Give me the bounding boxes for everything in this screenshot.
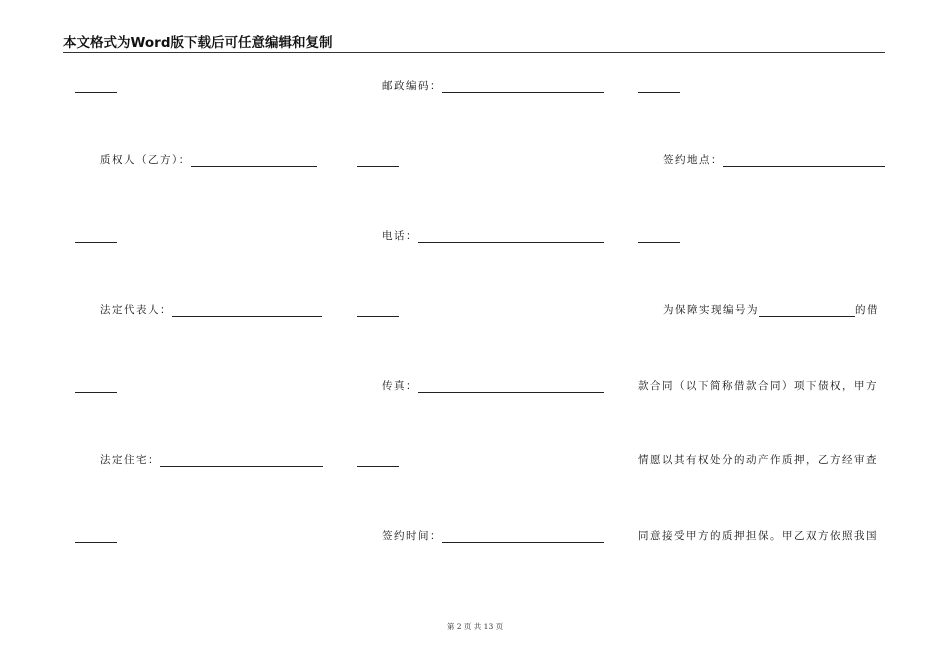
paragraph-line-1 — [663, 304, 879, 317]
blank-line — [638, 230, 680, 243]
sign-time-field[interactable] — [442, 532, 604, 543]
blank-underline — [75, 541, 117, 543]
legal-address-label: 法定住宅： — [100, 454, 160, 466]
blank-underline — [75, 241, 117, 243]
sign-time-label: 签约时间： — [382, 530, 442, 542]
sign-place-field[interactable] — [723, 156, 885, 167]
sign-place-row — [663, 154, 885, 167]
para-line1-a: 为保障实现编号为 — [663, 304, 759, 316]
paragraph-line-4 — [638, 530, 878, 543]
para-line1-b: 的借 — [855, 304, 879, 316]
phone-label: 电话： — [382, 230, 418, 242]
blank-line — [75, 380, 117, 393]
para-line2: 款合同（以下简称借款合同）项下债权，甲方 — [638, 380, 878, 392]
blank-underline — [638, 241, 680, 243]
blank-underline — [75, 91, 117, 93]
header-title: 本文格式为Word版下载后可任意编辑和复制 — [63, 35, 333, 51]
blank-underline — [357, 165, 399, 167]
blank-underline — [357, 315, 399, 317]
page-number: 第 2 页 共 13 页 — [446, 622, 504, 631]
pledgee-label: 质权人（乙方）： — [100, 154, 191, 166]
legal-rep-label: 法定代表人： — [100, 304, 172, 316]
blank-line — [75, 530, 117, 543]
contract-number-field[interactable] — [759, 306, 855, 317]
phone-field[interactable] — [418, 232, 604, 243]
blank-line — [75, 230, 117, 243]
blank-line — [75, 80, 117, 93]
fax-row — [382, 380, 604, 393]
fax-field[interactable] — [418, 382, 604, 393]
postcode-field[interactable] — [442, 82, 604, 93]
fax-label: 传真： — [382, 380, 418, 392]
para-line4: 同意接受甲方的质押担保。甲乙双方依照我国 — [638, 530, 878, 542]
sign-place-label: 签约地点： — [663, 154, 723, 166]
column-middle — [357, 0, 607, 672]
blank-line — [638, 80, 680, 93]
page-footer — [0, 622, 950, 632]
pledgee-row — [100, 154, 317, 167]
postcode-row — [382, 80, 604, 93]
legal-rep-row — [100, 304, 322, 317]
paragraph-line-3 — [638, 454, 878, 467]
blank-underline — [638, 91, 680, 93]
para-line3: 情愿以其有权处分的动产作质押，乙方经审查 — [638, 454, 878, 466]
column-right — [638, 0, 888, 672]
column-left — [75, 0, 325, 672]
blank-line — [357, 154, 399, 167]
postcode-label: 邮政编码： — [382, 80, 442, 92]
blank-line — [357, 304, 399, 317]
phone-row — [382, 230, 604, 243]
legal-rep-field[interactable] — [172, 306, 322, 317]
pledgee-field[interactable] — [191, 156, 317, 167]
legal-address-row — [100, 454, 323, 467]
blank-line — [357, 454, 399, 467]
blank-underline — [357, 465, 399, 467]
blank-underline — [75, 391, 117, 393]
sign-time-row — [382, 530, 604, 543]
paragraph-line-2 — [638, 380, 878, 393]
legal-address-field[interactable] — [160, 456, 323, 467]
